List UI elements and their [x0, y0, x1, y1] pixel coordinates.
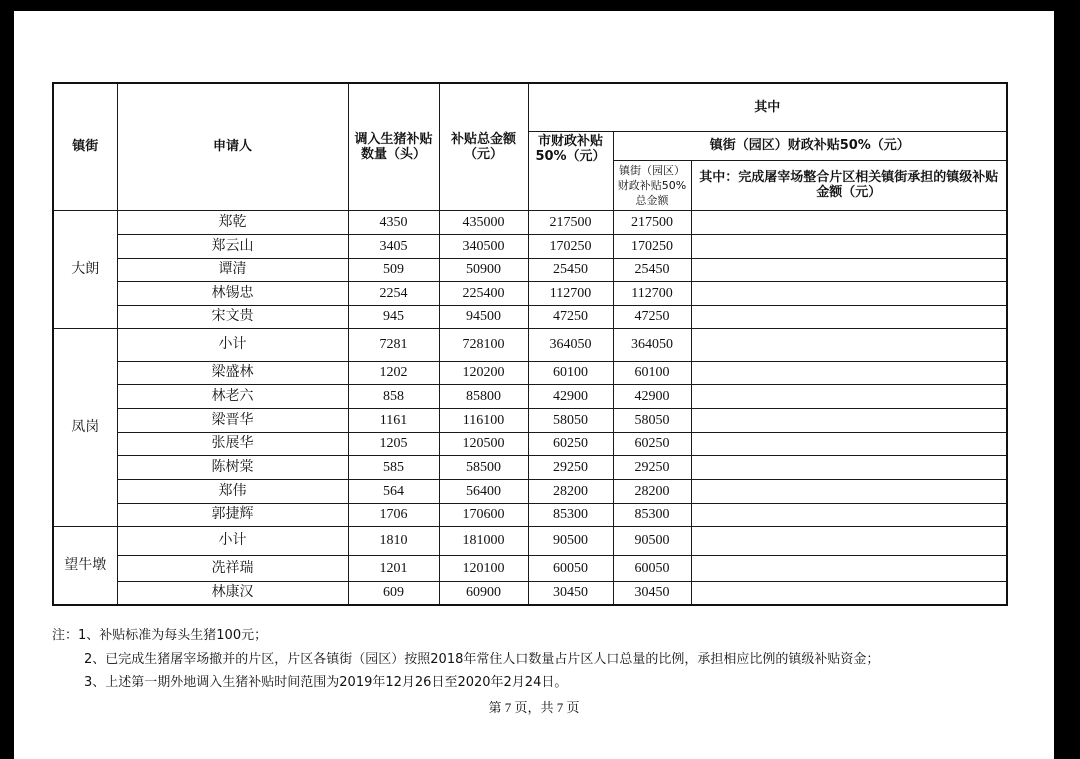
applicant-cell: 张展华 — [117, 432, 348, 455]
city-cell: 60050 — [528, 555, 613, 581]
town-share-cell — [691, 258, 1007, 281]
town-cell: 大朗 — [53, 210, 117, 328]
pigs-cell: 2254 — [348, 281, 439, 305]
table-row — [53, 210, 1007, 234]
table-row — [53, 503, 1007, 526]
pigs-cell: 1810 — [348, 526, 439, 555]
town-total-cell: 47250 — [613, 305, 691, 328]
town-total-cell: 58050 — [613, 408, 691, 432]
total-cell: 85800 — [439, 384, 528, 408]
town-share-cell — [691, 526, 1007, 555]
applicant-cell: 梁盛林 — [117, 361, 348, 384]
table-row — [53, 281, 1007, 305]
city-cell: 112700 — [528, 281, 613, 305]
total-cell: 120100 — [439, 555, 528, 581]
applicant-cell: 林老六 — [117, 384, 348, 408]
total-cell: 58500 — [439, 455, 528, 479]
town-total-cell: 85300 — [613, 503, 691, 526]
note-1: 注：1、补贴标准为每头生猪100元； — [52, 628, 268, 643]
pigs-cell: 1201 — [348, 555, 439, 581]
town-share-cell — [691, 408, 1007, 432]
table-row — [53, 479, 1007, 503]
city-cell: 25450 — [528, 258, 613, 281]
town-total-cell: 90500 — [613, 526, 691, 555]
pigs-cell: 1205 — [348, 432, 439, 455]
header-town-total: 镇街（园区）财政补贴50%总金额 — [613, 160, 691, 210]
town-total-cell: 42900 — [613, 384, 691, 408]
table-row — [53, 258, 1007, 281]
table-row — [53, 408, 1007, 432]
town-total-cell: 60100 — [613, 361, 691, 384]
header-town-share: 其中：完成屠宰场整合片区相关镇街承担的镇级补贴金额（元） — [691, 160, 1007, 210]
total-cell: 116100 — [439, 408, 528, 432]
city-cell: 60250 — [528, 432, 613, 455]
city-cell: 30450 — [528, 581, 613, 605]
town-share-cell — [691, 361, 1007, 384]
pigs-cell: 585 — [348, 455, 439, 479]
note-2: 2、已完成生猪屠宰场撤并的片区，片区各镇街（园区）按照2018年常住人口数量占片区人口总量的比例，承担相应比例的镇级补贴资金； — [84, 651, 880, 667]
total-cell: 50900 — [439, 258, 528, 281]
applicant-cell: 小计 — [117, 526, 348, 555]
pigs-cell: 1202 — [348, 361, 439, 384]
town-share-cell — [691, 503, 1007, 526]
city-cell: 60100 — [528, 361, 613, 384]
table-row — [53, 361, 1007, 384]
pigs-cell: 509 — [348, 258, 439, 281]
page-footer: 第 7 页，共 7 页 — [488, 700, 580, 715]
town-share-cell — [691, 281, 1007, 305]
town-total-cell: 30450 — [613, 581, 691, 605]
town-total-cell: 60050 — [613, 555, 691, 581]
town-share-cell — [691, 384, 1007, 408]
pigs-cell: 4350 — [348, 210, 439, 234]
total-cell: 170600 — [439, 503, 528, 526]
total-cell: 56400 — [439, 479, 528, 503]
table-row — [53, 455, 1007, 479]
city-cell: 28200 — [528, 479, 613, 503]
header-pigs: 调入生猪补贴数量（头） — [348, 83, 439, 210]
town-share-cell — [691, 328, 1007, 361]
table-row — [53, 526, 1007, 555]
city-cell: 42900 — [528, 384, 613, 408]
applicant-cell: 谭清 — [117, 258, 348, 281]
header-city-subsidy: 市财政补贴50%（元） — [528, 131, 613, 210]
town-total-cell: 25450 — [613, 258, 691, 281]
table-row — [53, 384, 1007, 408]
pigs-cell: 945 — [348, 305, 439, 328]
applicant-cell: 林康汉 — [117, 581, 348, 605]
city-cell: 217500 — [528, 210, 613, 234]
applicant-cell: 林锡忠 — [117, 281, 348, 305]
total-cell: 120200 — [439, 361, 528, 384]
pigs-cell: 609 — [348, 581, 439, 605]
town-total-cell: 112700 — [613, 281, 691, 305]
total-cell: 728100 — [439, 328, 528, 361]
town-share-cell — [691, 479, 1007, 503]
town-share-cell — [691, 455, 1007, 479]
applicant-cell: 小计 — [117, 328, 348, 361]
town-share-cell — [691, 305, 1007, 328]
town-total-cell: 170250 — [613, 234, 691, 258]
header-town-subsidy: 镇街（园区）财政补贴50%（元） — [613, 131, 1007, 160]
city-cell: 58050 — [528, 408, 613, 432]
table-row — [53, 432, 1007, 455]
pigs-cell: 564 — [348, 479, 439, 503]
city-cell: 364050 — [528, 328, 613, 361]
applicant-cell: 郑伟 — [117, 479, 348, 503]
city-cell: 85300 — [528, 503, 613, 526]
pigs-cell: 1161 — [348, 408, 439, 432]
town-cell: 凤岗 — [53, 328, 117, 526]
table-row — [53, 305, 1007, 328]
pigs-cell: 1706 — [348, 503, 439, 526]
applicant-cell: 宋文贵 — [117, 305, 348, 328]
total-cell: 120500 — [439, 432, 528, 455]
town-total-cell: 217500 — [613, 210, 691, 234]
header-applicant: 申请人 — [117, 83, 348, 210]
pigs-cell: 858 — [348, 384, 439, 408]
pigs-cell: 3405 — [348, 234, 439, 258]
city-cell: 170250 — [528, 234, 613, 258]
total-cell: 225400 — [439, 281, 528, 305]
applicant-cell: 郑乾 — [117, 210, 348, 234]
document-page — [14, 11, 1054, 759]
table-row — [53, 234, 1007, 258]
applicant-cell: 梁晋华 — [117, 408, 348, 432]
town-share-cell — [691, 432, 1007, 455]
header-town: 镇街 — [53, 83, 117, 210]
town-share-cell — [691, 210, 1007, 234]
table-row — [53, 328, 1007, 361]
table-row — [53, 555, 1007, 581]
total-cell: 94500 — [439, 305, 528, 328]
town-share-cell — [691, 555, 1007, 581]
total-cell: 181000 — [439, 526, 528, 555]
town-total-cell: 364050 — [613, 328, 691, 361]
applicant-cell: 郭捷辉 — [117, 503, 348, 526]
town-total-cell: 28200 — [613, 479, 691, 503]
city-cell: 29250 — [528, 455, 613, 479]
total-cell: 435000 — [439, 210, 528, 234]
header-of-which: 其中 — [528, 83, 1007, 131]
header-total: 补贴总金额（元） — [439, 83, 528, 210]
town-share-cell — [691, 581, 1007, 605]
table-body — [53, 210, 1007, 605]
table-row — [53, 581, 1007, 605]
applicant-cell: 冼祥瑞 — [117, 555, 348, 581]
applicant-cell: 郑云山 — [117, 234, 348, 258]
table-header — [53, 83, 1007, 210]
town-share-cell — [691, 234, 1007, 258]
note-3: 3、上述第一期外地调入生猪补贴时间范围为2019年12月26日至2020年2月24日。 — [84, 675, 568, 690]
town-total-cell: 60250 — [613, 432, 691, 455]
town-cell: 望牛墩 — [53, 526, 117, 605]
total-cell: 340500 — [439, 234, 528, 258]
town-total-cell: 29250 — [613, 455, 691, 479]
city-cell: 90500 — [528, 526, 613, 555]
applicant-cell: 陈树棠 — [117, 455, 348, 479]
subsidy-table — [52, 82, 1008, 606]
pigs-cell: 7281 — [348, 328, 439, 361]
city-cell: 47250 — [528, 305, 613, 328]
notes — [52, 624, 1052, 695]
total-cell: 60900 — [439, 581, 528, 605]
